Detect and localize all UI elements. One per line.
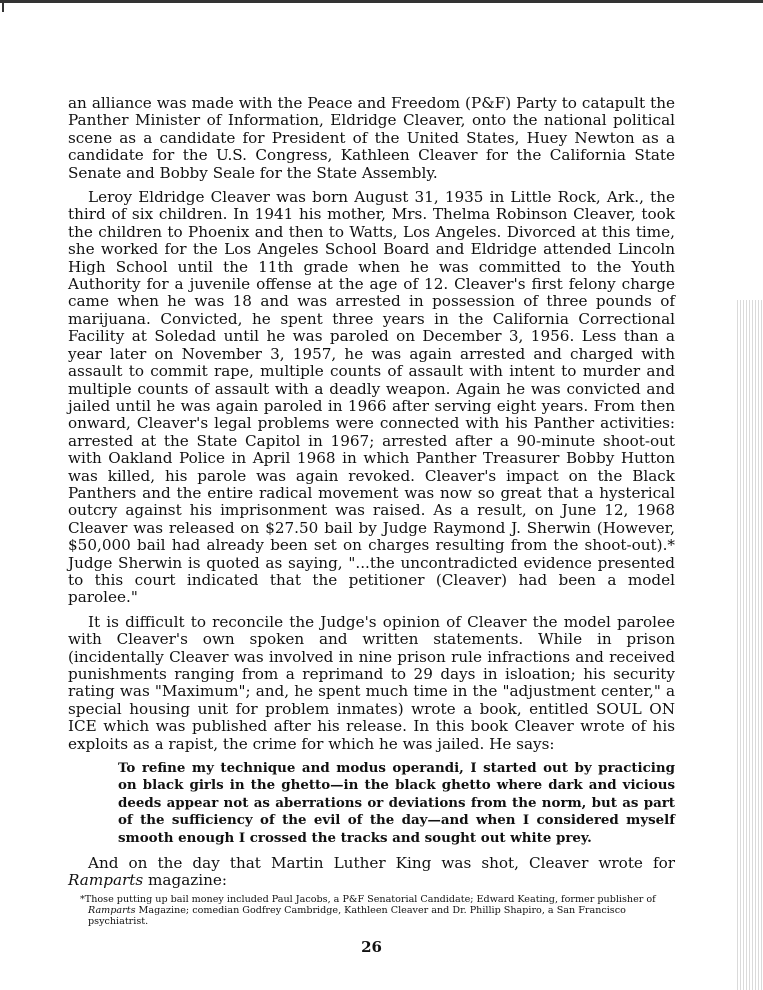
block-quote: To refine my technique and modus operandi, I started out by practicing on black girls in the ghetto—in the black ghetto where dark and vicious deeds appear not as aberrations or deviations from the norm, but as part of the sufficiency of the evil of the day—and when I considered myself smooth enough I crossed the tracks and sought out white prey. <box>118 760 675 846</box>
paragraph-ramparts <box>68 855 675 890</box>
document-page <box>68 95 675 956</box>
top-edge-rule <box>0 0 763 3</box>
ramparts-title: Ramparts <box>68 871 144 890</box>
scan-edge-shadow <box>737 300 763 990</box>
footnote-text-end: Magazine; comedian Godfrey Cambridge, Kathleen Cleaver and Dr. Phillip Shapiro, a San Francisco psychiatrist. <box>88 904 626 927</box>
page-number: 26 <box>361 937 382 956</box>
closing-text-end: magazine: <box>143 871 227 890</box>
paragraph-cleaver-biography: Leroy Eldridge Cleaver was born August 31, 1935 in Little Rock, Ark., the third of six children. In 1941 his mother, Mrs. Thelma Robinson Cleaver, took the children to Phoenix and then to Watts, Los Angeles. Divorced at this time, she worked for the Los Angeles School Board and Eldridge attended Lincoln High School until the 11th grade when he was committed to the Youth Authority for a juvenile offense at the age of 12. Cleaver's first felony charge came when he was 18 and was arrested in possession of three pounds of marijuana. Convicted, he spent three years in the California Correctional Facility at Soledad until he was paroled on December 3, 1956. Less than a year later on November 3, 1957, he was again arrested and charged with assault to commit rape, multiple counts of assault with intent to murder and multiple counts of assault with a deadly weapon. Again he was convicted and jailed until he was again paroled in 1966 after serving eight years. From then onward, Cleaver's legal problems were connected with his Panther activities: arrested at the State Capitol in 1967; arrested after a 90-minute shoot-out with Oakland Police in April 1968 in which Panther Treasurer Bobby Hutton was killed, his parole was again revoked. Cleaver's impact on the Black Panthers and the entire radical movement was now so great that a hysterical outcry against his imprisonment was raised. As a result, on June 12, 1968 Cleaver was released on $27.50 bail by Judge Raymond J. Sherwin (However, $50,000 bail had already been set on charges resulting from the shoot-out).* Judge Sherwin is quoted as saying, "...the uncontradicted evidence presented to this court indicated that the petitioner (Cleaver) had been a model parolee." <box>68 188 675 607</box>
paragraph-soul-on-ice: It is difficult to reconcile the Judge's opinion of Cleaver the model parolee with Cleaver's own spoken and written statements. While in prison (incidentally Cleaver was involved in nine prison rule infractions and received punishments ranging from a reprimand to 29 days in isloation; his security rating was "Maximum"; and, he spent much time in the "adjustment center," a special housing unit for problem inmates) wrote a book, entitled SOUL ON ICE which was published after his release. In this book Cleaver wrote of his exploits as a rapist, the crime for which he was jailed. He says: <box>68 612 675 753</box>
footnote-text-start: *Those putting up bail money included Paul Jacobs, a P&F Senatorial Candidate; Edward Keating, former publisher of <box>80 893 656 905</box>
footnote <box>68 894 675 927</box>
corner-mark <box>2 0 4 12</box>
footnote-ramparts-title: Ramparts <box>88 904 136 916</box>
closing-text-start: And on the day that Martin Luther King was shot, Cleaver wrote for <box>88 854 675 873</box>
paragraph-alliance: an alliance was made with the Peace and Freedom (P&F) Party to catapult the Panther Minister of Information, Eldridge Cleaver, onto the national political scene as a candidate for President of the United States, Huey Newton as a candidate for the U.S. Congress, Kathleen Cleaver for the California State Senate and Bobby Seale for the State Assembly. <box>68 94 675 182</box>
